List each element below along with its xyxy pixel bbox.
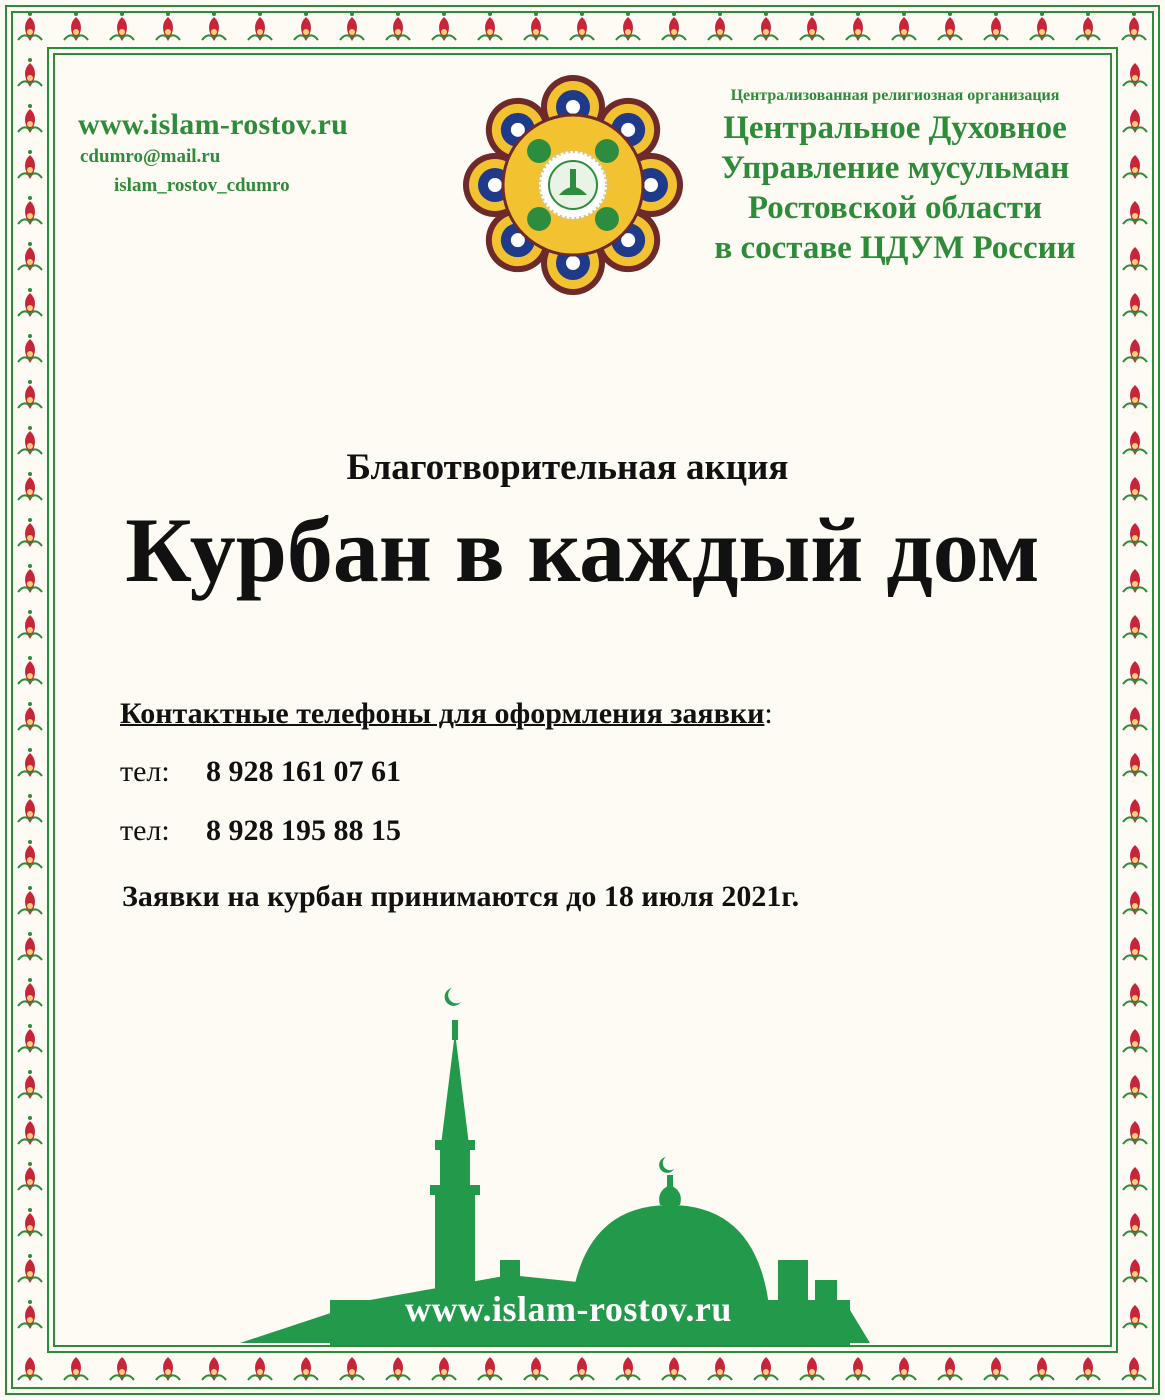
- border-flower-icon: [1123, 983, 1147, 1007]
- border-flower-icon: [800, 12, 824, 41]
- border-flower-icon: [1123, 1167, 1147, 1191]
- border-flower-icon: [616, 12, 640, 41]
- organization-name-line-2: Управление мусульман: [720, 150, 1070, 186]
- border-flower-icon: [18, 150, 42, 179]
- border-flower-icon: [340, 1357, 364, 1381]
- border-flower-icon: [202, 1357, 226, 1381]
- border-flower-icon: [846, 1357, 870, 1381]
- border-flower-icon: [18, 840, 42, 869]
- phone-number-1[interactable]: 8 928 161 07 61: [206, 755, 401, 788]
- border-flower-icon: [18, 886, 42, 915]
- border-flower-icon: [18, 1024, 42, 1053]
- border-flower-icon: [524, 12, 548, 41]
- border-flower-icon: [18, 1116, 42, 1145]
- border-flower-icon: [1076, 12, 1100, 41]
- border-flower-icon: [1123, 1029, 1147, 1053]
- border-flower-icon: [1123, 891, 1147, 915]
- organization-name-line-1: Центральное Духовное: [723, 110, 1067, 146]
- border-flower-icon: [110, 12, 134, 41]
- border-flower-icon: [18, 794, 42, 823]
- border-flower-icon: [570, 1357, 594, 1381]
- border-flower-icon: [1123, 799, 1147, 823]
- border-flower-icon: [18, 1162, 42, 1191]
- border-flower-icon: [156, 12, 180, 41]
- border-flower-icon: [340, 12, 364, 41]
- border-flower-icon: [1123, 753, 1147, 777]
- border-flower-icon: [18, 1254, 42, 1283]
- border-flower-icon: [984, 12, 1008, 41]
- border-flower-icon: [1123, 109, 1147, 133]
- border-flower-icon: [662, 12, 686, 41]
- contacts-heading-colon: :: [764, 697, 773, 730]
- border-flower-icon: [432, 1357, 456, 1381]
- border-flower-icon: [1123, 247, 1147, 271]
- phone-label: тел:: [120, 755, 170, 788]
- border-flower-icon: [1123, 845, 1147, 869]
- border-flower-icon: [1123, 385, 1147, 409]
- border-flower-icon: [800, 1357, 824, 1381]
- border-flower-icon: [1123, 1121, 1147, 1145]
- border-flower-icon: [938, 1357, 962, 1381]
- border-flower-icon: [64, 12, 88, 41]
- event-subtitle: Благотворительная акция: [346, 447, 789, 488]
- border-flower-icon: [1123, 201, 1147, 225]
- border-flower-icon: [984, 1357, 1008, 1381]
- border-flower-icon: [616, 1357, 640, 1381]
- email-link[interactable]: cdumro@mail.ru: [80, 146, 221, 167]
- border-flower-icon: [846, 12, 870, 41]
- event-title: Курбан в каждый дом: [125, 499, 1040, 601]
- organization-type: Централизованная религиозная организация: [730, 87, 1060, 104]
- phone-row-2: [120, 814, 401, 848]
- border-flower-icon: [64, 1357, 88, 1381]
- border-flower-icon: [524, 1357, 548, 1381]
- border-flower-icon: [1030, 1357, 1054, 1381]
- border-flower-icon: [1122, 1357, 1146, 1381]
- border-flower-icon: [1076, 1357, 1100, 1381]
- border-flower-icon: [938, 12, 962, 41]
- contacts-heading: [120, 697, 773, 731]
- border-flower-icon: [754, 12, 778, 41]
- website-link-top[interactable]: www.islam-rostov.ru: [78, 108, 349, 141]
- border-flower-icon: [708, 12, 732, 41]
- border-flower-icon: [18, 656, 42, 685]
- border-flower-icon: [1123, 707, 1147, 731]
- border-flower-icon: [18, 1357, 42, 1381]
- border-flower-icon: [294, 12, 318, 41]
- border-flower-icon: [1123, 1259, 1147, 1283]
- border-flower-icon: [18, 334, 42, 363]
- border-flower-icon: [1123, 661, 1147, 685]
- instagram-handle: islam_rostov_cdumro: [114, 175, 290, 196]
- phone-label: тел:: [120, 814, 170, 847]
- border-flower-icon: [18, 610, 42, 639]
- border-flower-icon: [892, 12, 916, 41]
- border-flower-icon: [1123, 1075, 1147, 1099]
- border-flower-icon: [386, 12, 410, 41]
- organization-name-line-4: в составе ЦДУМ России: [714, 230, 1076, 266]
- border-flower-icon: [18, 748, 42, 777]
- border-flower-icon: [708, 1357, 732, 1381]
- border-flower-icon: [18, 1300, 42, 1329]
- border-flower-icon: [248, 12, 272, 41]
- border-flower-icon: [18, 104, 42, 133]
- border-flower-icon: [248, 1357, 272, 1381]
- border-flower-icon: [18, 702, 42, 731]
- border-flower-icon: [386, 1357, 410, 1381]
- border-flower-icon: [478, 12, 502, 41]
- border-flower-icon: [1123, 1213, 1147, 1237]
- border-flower-icon: [18, 196, 42, 225]
- website-link-bottom[interactable]: www.islam-rostov.ru: [405, 1289, 732, 1329]
- border-flower-icon: [294, 1357, 318, 1381]
- border-flower-icon: [1122, 12, 1146, 41]
- border-flower-icon: [18, 58, 42, 87]
- contacts-heading-text: Контактные телефоны для оформления заявки: [120, 697, 765, 730]
- border-flower-icon: [18, 380, 42, 409]
- border-flower-icon: [1123, 155, 1147, 179]
- border-flower-icon: [432, 12, 456, 41]
- border-flower-icon: [1123, 293, 1147, 317]
- border-flower-icon: [892, 1357, 916, 1381]
- border-flower-icon: [754, 1357, 778, 1381]
- border-flower-icon: [1123, 1305, 1147, 1329]
- border-flower-icon: [18, 978, 42, 1007]
- border-flower-icon: [18, 932, 42, 961]
- phone-row-1: [120, 755, 401, 789]
- emblem-logo: [458, 70, 688, 300]
- phone-number-2[interactable]: 8 928 195 88 15: [206, 814, 401, 847]
- border-flower-icon: [18, 12, 42, 41]
- border-flower-icon: [1123, 63, 1147, 87]
- border-flower-icon: [156, 1357, 180, 1381]
- border-flower-icon: [478, 1357, 502, 1381]
- border-flower-icon: [570, 12, 594, 41]
- border-flower-icon: [18, 242, 42, 271]
- border-flower-icon: [1123, 615, 1147, 639]
- border-flower-icon: [18, 1208, 42, 1237]
- border-flower-icon: [110, 1357, 134, 1381]
- border-flower-icon: [1030, 12, 1054, 41]
- border-flower-icon: [1123, 339, 1147, 363]
- border-flower-icon: [1123, 937, 1147, 961]
- border-flower-icon: [202, 12, 226, 41]
- border-flower-icon: [18, 1070, 42, 1099]
- organization-name-line-3: Ростовской области: [747, 190, 1043, 226]
- border-flower-icon: [18, 288, 42, 317]
- border-flower-icon: [662, 1357, 686, 1381]
- deadline-notice: Заявки на курбан принимаются до 18 июля 2021г.: [122, 880, 800, 913]
